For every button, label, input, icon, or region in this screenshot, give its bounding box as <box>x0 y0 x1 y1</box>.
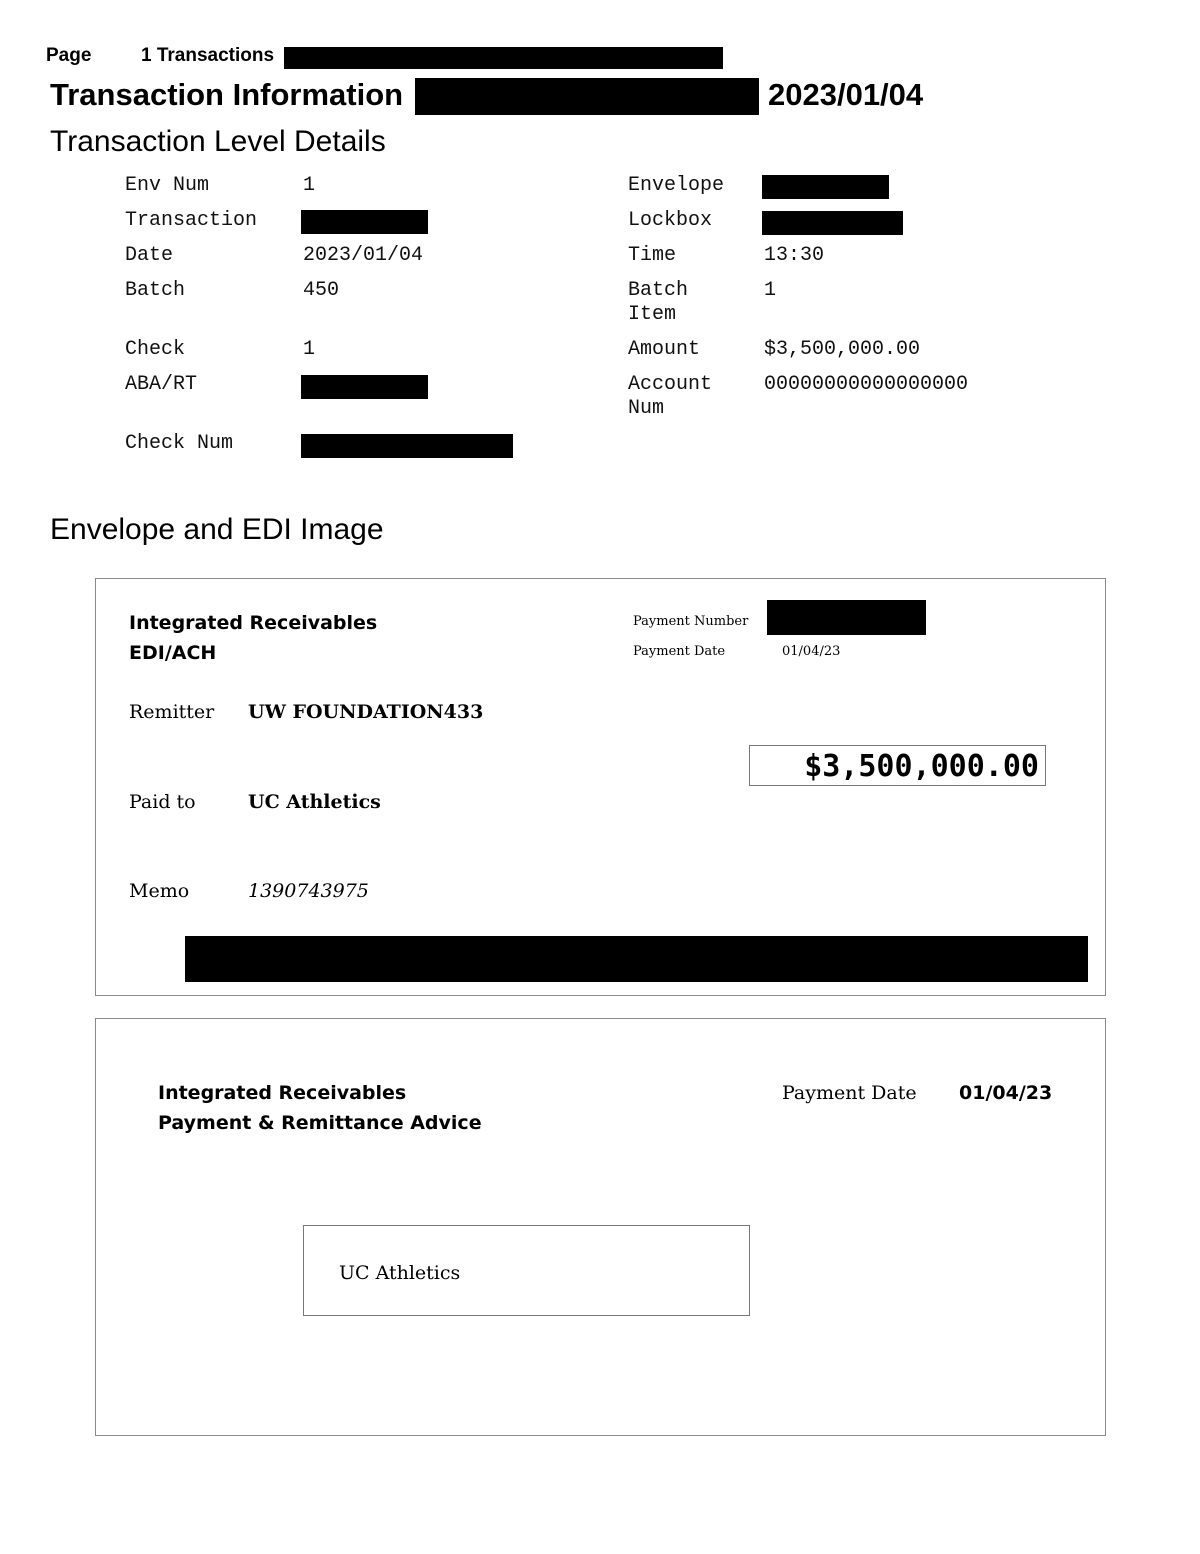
redaction-bar <box>185 936 1088 982</box>
check-label: Check <box>125 338 186 361</box>
remitter-label: Remitter <box>129 701 215 723</box>
payment-number-label: Payment Number <box>633 614 749 629</box>
paid-to-value: UC Athletics <box>248 791 381 813</box>
date-value: 2023/01/04 <box>303 244 424 267</box>
batch-value: 450 <box>303 279 340 302</box>
time-value: 13:30 <box>764 244 825 267</box>
amount-box <box>749 745 1046 786</box>
edi-amount: $3,500,000.00 <box>804 749 1039 784</box>
redaction-bar <box>284 47 723 69</box>
batch-item-label-line1: Batch <box>628 279 689 302</box>
edi-section-heading: Envelope and EDI Image <box>50 513 384 546</box>
page-title: Transaction Information <box>50 77 404 112</box>
redaction-bar <box>762 175 889 199</box>
batch-item-label <box>628 279 688 327</box>
account-num-label-line2: Num <box>628 397 665 420</box>
advice-payment-date-value: 01/04/23 <box>959 1082 1053 1104</box>
check-num-label: Check Num <box>125 432 234 455</box>
memo-value: 1390743975 <box>248 880 369 902</box>
advice-title-line1: Integrated Receivables <box>158 1082 407 1104</box>
payment-date-label: Payment Date <box>633 644 726 659</box>
batch-item-value: 1 <box>764 279 777 302</box>
page-label: Page <box>46 45 92 66</box>
edi-title-line1: Integrated Receivables <box>129 612 378 634</box>
advice-payment-date-label: Payment Date <box>782 1082 917 1104</box>
aba-rt-label: ABA/RT <box>125 373 198 396</box>
redaction-bar <box>762 211 903 235</box>
env-num-value: 1 <box>303 174 316 197</box>
batch-label: Batch <box>125 279 186 302</box>
env-num-label: Env Num <box>125 174 210 197</box>
memo-label: Memo <box>129 880 190 902</box>
redaction-bar <box>301 375 428 399</box>
batch-item-label-line2: Item <box>628 303 677 326</box>
transactions-count: 1 Transactions <box>141 45 275 66</box>
redaction-bar <box>415 78 759 115</box>
transaction-label: Transaction <box>125 209 258 232</box>
remitter-value: UW FOUNDATION433 <box>248 701 484 723</box>
edi-title-line2: EDI/ACH <box>129 642 217 664</box>
edi-image-panel <box>95 578 1106 996</box>
paid-to-label: Paid to <box>129 791 196 813</box>
check-value: 1 <box>303 338 316 361</box>
amount-label: Amount <box>628 338 701 361</box>
account-num-value: 00000000000000000 <box>764 373 969 396</box>
account-num-label-line1: Account <box>628 373 713 396</box>
account-num-label <box>628 373 712 421</box>
date-label: Date <box>125 244 174 267</box>
advice-title-line2: Payment & Remittance Advice <box>158 1112 482 1134</box>
envelope-label: Envelope <box>628 174 725 197</box>
lockbox-label: Lockbox <box>628 209 713 232</box>
amount-value: $3,500,000.00 <box>764 338 921 361</box>
payment-date-value: 01/04/23 <box>782 644 841 659</box>
redaction-bar <box>767 600 926 635</box>
redaction-bar <box>301 434 513 458</box>
transaction-date-heading: 2023/01/04 <box>768 77 924 112</box>
time-label: Time <box>628 244 677 267</box>
payee-name: UC Athletics <box>339 1262 461 1284</box>
details-heading: Transaction Level Details <box>50 125 386 158</box>
payee-box <box>303 1225 750 1316</box>
redaction-bar <box>301 210 428 234</box>
